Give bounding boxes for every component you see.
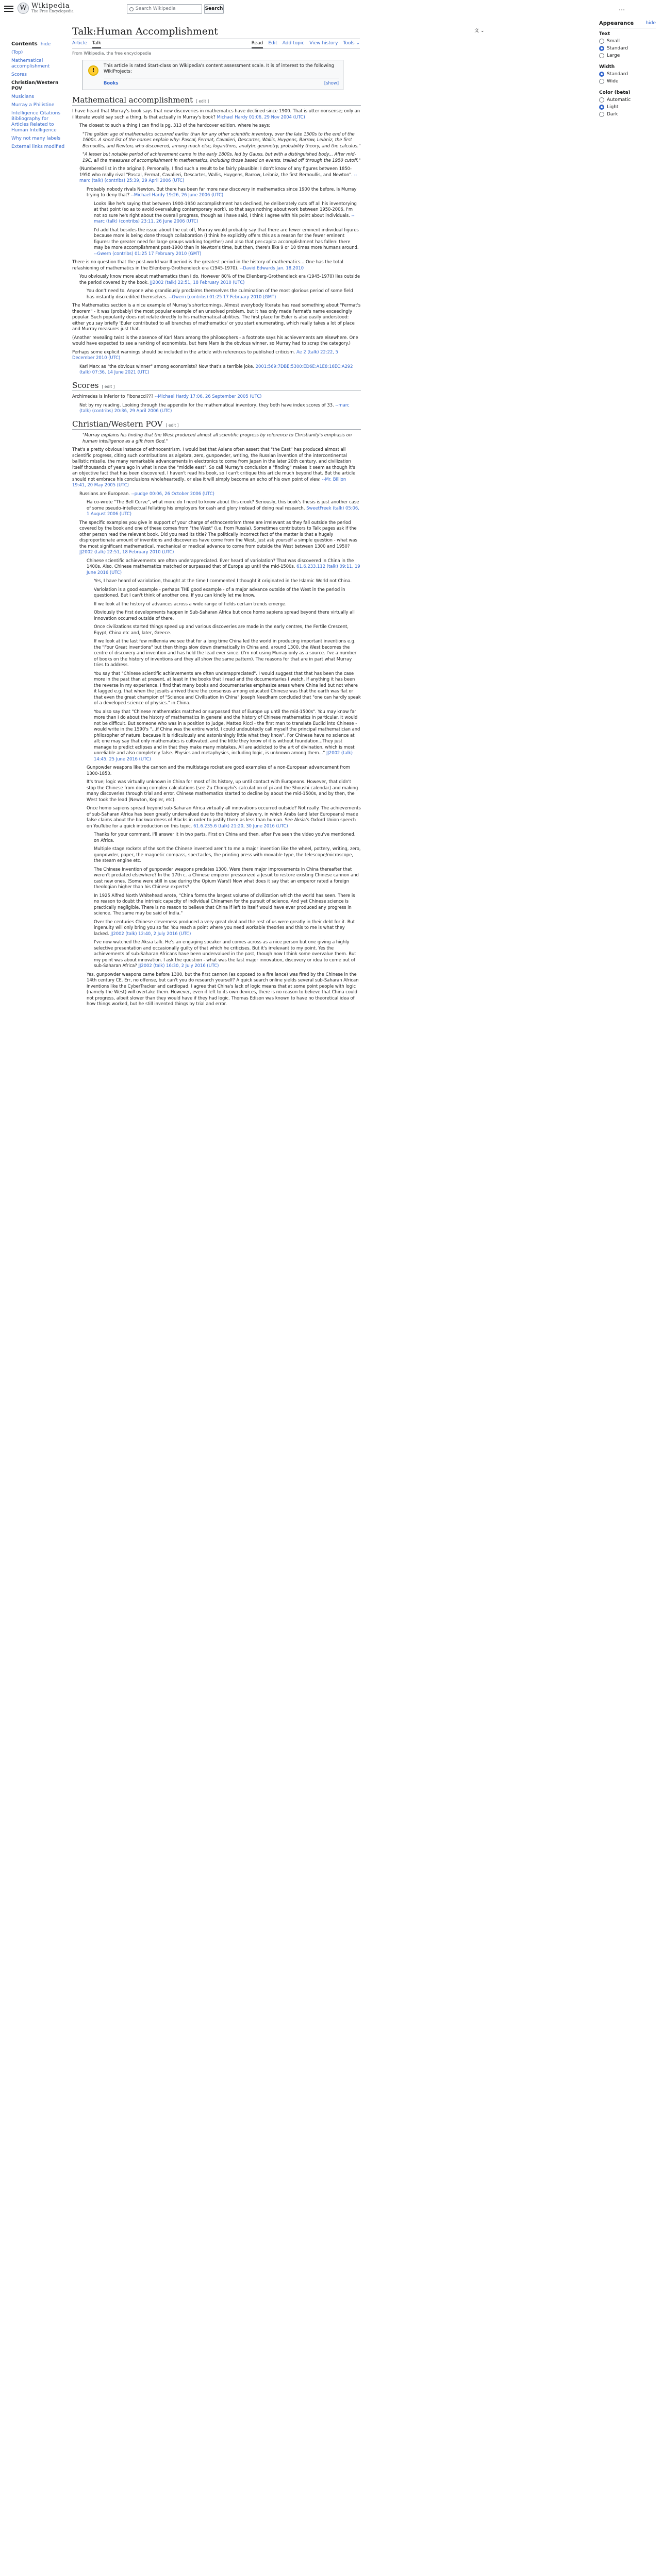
comment-text: There is no question that the post-world war II period is the greatest period in the history of mathematics... One has the total refashioning of mathematics in the Eilenberg-Grothendieck era (1945-1970). [72, 259, 343, 270]
logo-wordmark: Wikipedia [31, 2, 70, 10]
wikipedia-logo[interactable] [18, 3, 74, 14]
comment-signature[interactable]: --Michael Hardy 19:26, 26 June 2006 (UTC) [130, 192, 224, 197]
books-project-link[interactable]: Books [104, 80, 119, 86]
radio-button[interactable] [599, 39, 604, 44]
comment [82, 131, 361, 149]
comment [72, 302, 361, 332]
option-label: Standard [607, 46, 628, 51]
comment [87, 765, 361, 776]
comment [82, 151, 361, 163]
comment-text: Chinese scientific achievements are often underappreciated. Ever heard of variolation? That was discovered in China in the 1400s. Also, Chinese mathematics matched or surpassed that of Europe up until the mid-1500s. [87, 557, 354, 569]
comment [94, 601, 361, 607]
comment-signature[interactable]: Ae 2 (talk) 22:22, 5 December 2010 (UTC) [72, 349, 338, 360]
comment [94, 624, 361, 636]
comment [94, 638, 361, 668]
comment [87, 805, 361, 829]
main-content [72, 21, 598, 1010]
table-of-contents [11, 41, 67, 152]
comment-signature[interactable]: --marc (talk) (contribs) 20:36, 29 April 2006 (UTC) [79, 402, 350, 413]
comment-text: "The golden age of mathematics occurred earlier than for any other scientific inventory, over the late 1500s to the end of the 1600s. A short list of the names explain why: Pascal, Fermat, Cavalieri, Descartes, Wallis, Huygens, Barrow, Leibniz, the first Bernoullis, and Newton, who discovered, among much else, logarithms, analytic geometry, probability theory, and the calculus." [82, 131, 361, 148]
toc-heading [11, 41, 67, 47]
tab-4[interactable]: Tools ⌄ [343, 41, 360, 46]
appearance-option[interactable] [599, 79, 656, 84]
banner-text: This article is rated Start-class on Wikipedia's content assessment scale. It is of interest to the following WikiProjects: [104, 63, 334, 74]
comment-signature[interactable]: --David Edwards Jan. 18,2010 [240, 265, 304, 270]
toc-item[interactable]: Musicians [11, 94, 35, 99]
comment-text: Gunpowder weapons like the cannon and the multistage rocket are good examples of a non-European advancement from 1300-1850. [87, 765, 350, 776]
comment-text: The Chinese invention of gunpowder weapons predates 1300. Were there major improvements in China thereafter that weren't predated elsewhere? In the 17th c. a Chinese emperor pressurized a Jesuit to restore existing Chinese cannon and cast new ones. (Some were still in use during the Opium Wars!) Now what does it say that an emperor rated a foreign theologian higher than his Chinese experts? [94, 866, 359, 889]
globe-icon: W [18, 3, 29, 14]
comment [87, 558, 361, 576]
comment [79, 274, 361, 285]
toc-item[interactable]: Christian/Western POV [11, 80, 59, 91]
option-label: Small [607, 39, 620, 44]
appearance-group [599, 64, 656, 84]
comment-signature[interactable]: JJ2002 (talk) 16:30, 2 July 2016 (UTC) [138, 963, 219, 968]
appearance-group [599, 90, 656, 117]
search-button[interactable]: Search [204, 4, 224, 14]
comment-text: (Another revealing twist is the absence of Karl Marx among the philosophers - a footnote says his achievements are elsewhere. One would have expected to see a ranking of economists, but here Marx is the obvious winner, so Murray had to scrap the category.) [72, 334, 358, 346]
tab-2[interactable]: Add topic [282, 41, 305, 46]
appearance-option[interactable] [599, 97, 656, 103]
option-label: Wide [607, 79, 619, 84]
comment-signature[interactable]: --marc (talk) (contribs) 23:11, 26 June 2006 (UTC) [94, 212, 355, 224]
section-edit-link[interactable]: [ edit ] [196, 98, 209, 104]
radio-button[interactable] [599, 53, 604, 58]
comment [94, 832, 361, 843]
appearance-group-label: Text [599, 31, 610, 37]
comment-text: It's true; logic was virtually unknown in China for most of its history, up until contact with Europeans. However, that didn't stop the Chinese from doing complex calculations (see Zu Chongzhi's calculation of pi and the Shoushi calendar) and making many discoveries through trial and error. Chinese mathematics started to decline by about the mid-1500s, and by then, the West took the lead (Newton, Kepler, etc). [87, 779, 358, 802]
comment [94, 893, 361, 917]
comment [72, 335, 361, 347]
toc-item[interactable]: (Top) [11, 50, 23, 55]
comment-text: The closest to such a thing I can find is pg. 313 of the hardcover edition, where he says: [79, 123, 271, 128]
comment-signature[interactable]: 61.6.235.6 (talk) 21:20, 30 June 2016 (UTC) [193, 823, 288, 828]
comment-text: Perhaps some explicit warnings should be included in the article with references to published criticism. [72, 349, 295, 354]
comment-text: The Mathematics section is a nice example of Murray's shortcomings. Almost everybody literate has read something about "Fermat's theorem" - it was (probably) the most popular example of an unsolved problem, but it has only made Fermat's name exceedingly popular. Such popularity does not relate directly to his mathematical abilities. The first place for Euler is also easily understood: either you say briefly 'Euler contributed to all branches of mathematics' or you start enumerating, which really takes a lot of place and Murray measures just that. [72, 302, 361, 331]
comment-signature[interactable]: --Gwern (contribs) 01:25 17 February 2010 (GMT) [94, 250, 202, 256]
toc-item[interactable]: Why not many labels [11, 136, 61, 141]
radio-button[interactable] [599, 97, 604, 103]
toc-item[interactable]: Mathematical accomplishment [11, 58, 50, 69]
radio-button[interactable] [599, 105, 604, 110]
toc-item[interactable]: Intelligence Citations Bibliography for Articles Related to Human Intelligence [11, 111, 60, 133]
top-bar [0, 0, 662, 20]
comment-text: Yes, gunpowder weapons came before 1300, but the first cannon (as opposed to a fire lance) was fired by the Chinese in the 14th century CE. Err, no offense, but can't you do research yourself? A quick search online yields several sub-Saharan African inventions like the CyberTracker and cardiopad. I agree that China's lack of logic means that at some point people with logic (namely the West) will overtake them. However, even if left to its own devices, there is no reason to believe that China could not progress, albeit slower than they would have if they had logic. Thomas Edison was known to have no theoretical idea of how things worked, but he still invented things by trial and error. [87, 971, 359, 1006]
comment [79, 491, 361, 497]
comment-text: Looks like he's saying that between 1900-1950 accomplishment has declined, he deliberately cuts off all his inventorying at that point (so as to avoid overvaluing contemporary work), so that says nothing about work between 1950-2006. I'm not so sure he's right about the overall progress, though as I have said, I think I agree with his point about individuals. [94, 200, 357, 218]
comment-text: Once homo sapiens spread beyond sub-Saharan Africa virtually all innovations occurred outside? Not really. The achievements of sub-Saharan Africa has been greatly undervalued due to the history of slavery, in which Arabs (and later Europeans) made false claims about the backwardness of Blacks in order to justify them as less than human. See Aksia's Oxford Union speech on YouTube for a quick introduction on this topic. [87, 805, 361, 828]
tab-1[interactable]: Edit [268, 41, 277, 46]
appearance-group-label: Width [599, 64, 615, 70]
comment-signature[interactable]: JJ2002 (talk) 22:51, 18 February 2010 (UTC) [79, 549, 174, 554]
section-title: Mathematical accomplishment [72, 95, 193, 105]
comment-text: You obviously know more about mathematics than I do. However 80% of the Eilenberg-Grothendieck era (1945-1970) lies outside the period covered by the book. [79, 274, 360, 285]
comment [87, 499, 361, 517]
comment [94, 867, 361, 890]
comment-text: You don't need to. Anyone who grandiously proclaims themselves the culmination of the most glorious period of some field has instantly discredited themselves. [87, 288, 353, 299]
appearance-title: Appearance [599, 21, 634, 26]
comment [79, 166, 361, 184]
comment-text: Over the centuries Chinese cleverness produced a very great deal and the rest of us were greatly in their debt for it. But ingenuity will only bring you so far. You reach a point where you need workable theories and this to me is what they lacked. [94, 919, 355, 936]
comment [87, 288, 361, 300]
comment-text: Ha co-wrote "The Bell Curve", what more do I need to know about this crook? Seriously, this book's thesis is just another case of some pseudo-intellectual fellating his employers for cash and glory instead of doing real research. [87, 499, 359, 511]
main-menu-button[interactable] [4, 4, 13, 13]
tab-article[interactable]: Article [72, 41, 87, 46]
tab-talk[interactable]: Talk [92, 41, 101, 48]
comment [72, 259, 361, 271]
comment [82, 432, 361, 444]
comment-text: I've now watched the Aksia talk. He's an engaging speaker and comes across as a nice person but one giving a highly selective presentation and occasionally guilty of that which he criticises. But it's irrelevant to my point. Yes the achievements of sub-Saharan Africans have been undervalued in the past, though now I think some overvalue them. But my point was about innovation. I ask the question - what was the last major innovation, discovery or idea to come out of sub-Saharan Africa? [94, 939, 356, 968]
comment [94, 671, 361, 706]
toc-list [11, 50, 67, 150]
comment [94, 587, 361, 599]
comment-text: Archimedes is inferior to Fibonacci??? [72, 394, 154, 399]
comment-text: That's a pretty obvious instance of ethnocentrism. I would bet that Asians often assert that "the East" has produced almost all scientific progress, citing such contributions as algebra, zero, gunpowder, writing, the Russian invention of the intercontinental ballistic missile, the many remarkable advancements in electronics to come from Japan in the later 20th century, and civilization itself thousands of years ago in what is now the "middle east". So call Murray's conclusion a "finding" makes it seem as though it's an objective fact that has been discovered. I haven't read his book, so I can't critique this article much beyond that. But the article should not embrace his conclusions wholeheartedly, or else it will simply become an echo of his own point of view. [72, 447, 356, 482]
comment-text: Thanks for your comment. I'll answer it in two parts. First on China and then, after I've seen the video you've mentioned, on Africa. [94, 832, 356, 843]
appearance-group-label: Color (beta) [599, 90, 631, 95]
comment [87, 187, 361, 198]
search-placeholder: Search Wikipedia [136, 6, 176, 11]
comment-signature[interactable]: --Mr. Billion 19:41, 20 May 2005 (UTC) [72, 476, 346, 487]
banner-show-button[interactable]: [show] [324, 80, 339, 86]
search-input[interactable] [127, 4, 202, 14]
option-label: Standard [607, 72, 628, 77]
comment-text: If we look at the last few millennia we see that for a long time China led the world in producing important inventions e.g. the "Four Great Inventions" but then things slow down dramatically in China and, around 1300, the West becomes the centre of discovery and invention and has held the lead ever since. (I'm not using Murray only as a source. I've a number of books on the history of inventions and they all show the same pattern). The reasons for that are in part what Murray tries to address. [94, 638, 357, 667]
comment [79, 520, 361, 555]
comment-signature[interactable]: SweetFreek (talk) 05:06, 1 August 2006 (UTC) [87, 505, 359, 516]
comment [72, 447, 361, 488]
comment-signature[interactable]: JJ2002 (talk) 12:40, 2 July 2016 (UTC) [110, 930, 191, 936]
comment [94, 939, 361, 969]
radio-button[interactable] [599, 72, 604, 77]
appearance-option[interactable] [599, 112, 656, 117]
comment-signature[interactable]: --pudge 00:06, 26 October 2006 (UTC) [131, 490, 214, 496]
comment [94, 227, 361, 257]
page-tabs [72, 41, 360, 49]
language-button[interactable]: 文 ⌄ [474, 28, 485, 33]
more-icon[interactable]: ⋯ [619, 6, 625, 13]
section-heading [72, 380, 361, 392]
comment-signature[interactable]: 61.6.233.112 (talk) 09:11, 19 June 2016 (UTC) [87, 564, 360, 575]
comment-text: I have heard that Murray's book says that new discoveries in mathematics have declined since 1900. That is utter nonsense; only an illiterate would say such a thing. Is that actually in Murray's book? [72, 108, 360, 120]
comment-signature[interactable]: JJ2002 (talk) 22:51, 18 February 2010 (UTC) [150, 279, 245, 285]
comment [94, 578, 361, 584]
appearance-option[interactable] [599, 72, 656, 77]
view-tabs [252, 41, 360, 48]
user-tools[interactable] [619, 6, 625, 13]
comment-signature[interactable]: JJ2002 (talk) 14:45, 25 June 2016 (UTC) [94, 750, 353, 761]
comment-signature[interactable]: --Michael Hardy 17:06, 26 September 2005 (UTC) [155, 394, 262, 399]
site-tagline: From Wikipedia, the free encyclopedia [72, 51, 152, 56]
tab-0[interactable]: Read [252, 41, 263, 48]
section-heading [72, 97, 361, 106]
comment [94, 201, 361, 225]
comment [79, 123, 361, 129]
comment-text: Karl Marx as "the obvious winner" among economists? Now that's a terrible joke. [79, 363, 255, 369]
namespace-tabs [72, 41, 101, 48]
discussion-sections [72, 97, 361, 1007]
comment [94, 846, 361, 864]
toc-item[interactable]: Murray a Philistine [11, 103, 55, 108]
comment-text: Russians are European. [79, 490, 130, 496]
tab-3[interactable]: View history [309, 41, 338, 46]
comment-text: Multiple stage rockets of the sort the Chinese invented aren't to me a major invention like the wheel, pottery, writing, zero, gunpowder, paper, the magnetic compass, spectacles, the printing press with movable type, the telescope/microscope, the steam engine etc. [94, 846, 361, 863]
radio-button[interactable] [599, 46, 604, 51]
comment [79, 364, 361, 376]
option-label: Large [607, 53, 620, 58]
comment-text: Obviously the first developments happen in Sub-Saharan Africa but once homo sapiens spread beyond there virtually all innovation occurred outside of there. [94, 609, 355, 621]
rating-icon: ! [88, 65, 98, 76]
wikiproject-banner [82, 60, 343, 90]
comment-text: (Numbered list in the original). Personally, I find such a result to be fairly plausible: I don't know of any figures between 1850-1950 who really rival "Pascal, Fermat, Cavalieri, Descartes, Wallis, Huygens, Barrow, Leibniz, the first Bernoullis, and Newton". [79, 166, 353, 177]
comment-text: The specific examples you give in support of your charge of ethnocentrism three are irrelevant as they fall outside the period covered by the book and one of these comes from "the West" (i.e. from Russia). Sometimes contributors to Talk pages ask if the other person read the relevant book. Did you read its title? The politically incorrect fact of the matter is that a hugely disproportionate amount of inventions and discoveries have come from the West. Just ask yourself a simple question - what was the most significant mathematical, mechanical or medical advance to come from outside the West between 1300 and 1950? [79, 519, 357, 549]
radio-button[interactable] [599, 79, 604, 84]
comment-signature[interactable]: --Gwern (contribs) 01:25 17 February 2010 (GMT) [169, 294, 276, 299]
appearance-group [599, 31, 656, 58]
search-icon [129, 7, 134, 11]
radio-button[interactable] [599, 112, 604, 117]
toc-title: Contents [11, 41, 38, 47]
comment-text: Probably nobody rivals Newton. But there has been far more new discovery in mathematics since 1900 the before. Is Murray trying to deny that? [87, 186, 357, 197]
appearance-option[interactable] [599, 53, 656, 58]
comment-text: Once civilizations started things speed up and various discoveries are made in the early centres, the Fertile Crescent, Egypt, China etc and, later, Greece. [94, 624, 349, 635]
option-label: Automatic [607, 97, 631, 103]
appearance-panel [599, 21, 656, 123]
comment [72, 349, 361, 361]
logo-subtitle: The Free Encyclopedia [31, 9, 74, 13]
comment-text: I'd add that besides the issue about the cut off, Murray would probably say that there are fewer eminent individual figures because more is being done through collaboration (I think he explicitly offers this as a reason for the fewer eminent figures: the greater need for large groups working together) and also that per-capita accomplishment has fallen: there may be more accomplishment post-1900 than in Newton's time, but then, there's like 9 or 10 times more humans around. [94, 227, 359, 250]
comment-text: Variolation is a good example - perhaps THE good example - of a major advance outside of the West in the period in questioned. But I can't think of another one. If you can kindly let me know. [94, 586, 345, 598]
comment [94, 919, 361, 937]
appearance-option[interactable] [599, 39, 656, 44]
comment-text: Not by my reading. Looking through the appendix for the mathematical inventory, they both have index scores of 33. [79, 402, 334, 408]
section-edit-link[interactable]: [ edit ] [166, 422, 179, 428]
comment-text: You also say that "Chinese mathematics matched or surpassed that of Europe up until the mid-1500s". You may know far more than I do about the history of mathematics in general and the history of Chinese mathematics in particular. It would not be difficult. But someone who was in a position to judge, Matteo Ricci - the first man to translate Euclid into Chinese - would write in the 1590's "...if China was the entire world, I could undoubtedly call myself the principal mathematician and philosopher of nature, because it is ridiculously and astonishingly little what they know". For Chinese have no science at all; one may say that only mathematics is cultivated, and the little they know of it is without foundation...They just manage to predict eclipses and in that they make many mistakes. All are addicted to the art of divination, which is most unreliable and also completely false. Physics and metaphysics, including logic, is unknown among them..." [94, 708, 360, 755]
comment-text: Yes, I have heard of variolation, thought at the time I commented I thought it originated in the Islamic World not China. [94, 578, 352, 583]
comment [87, 972, 361, 1007]
comment-text: "A lesser but notable period of achievement came in the early 1800s, led by Gauss, but with a distinguished body... After mid-19C, all the measures of accomplishment in mathematics, including those based on events, trailed off through the 1950 cutoff." [82, 151, 361, 163]
section-heading [72, 421, 361, 430]
banner-project-row [104, 78, 339, 87]
appearance-hide-button[interactable]: hide [646, 21, 656, 26]
toc-item[interactable]: Scores [11, 72, 27, 77]
comment [94, 709, 361, 762]
comment-text: In 1925 Alfred North Whitehead wrote, "China forms the largest volume of civilization which the world has seen. There is no reason to doubt the intrinsic capacity of individual Chinamen for the pursuit of science. And yet Chinese science is practically negligible. There is no reason to believe that China if left to itself would have ever produced any progress in science. The same may be said of India." [94, 892, 355, 916]
comment [79, 402, 361, 414]
comment-signature[interactable]: Michael Hardy 01:06, 29 Nov 2004 (UTC) [217, 114, 305, 120]
comment [72, 394, 361, 400]
toc-item[interactable]: External links modified [11, 144, 65, 149]
talk-content [72, 60, 361, 1007]
option-label: Light [607, 105, 619, 110]
comment [87, 779, 361, 803]
toc-hide-button[interactable]: hide [40, 42, 51, 47]
appearance-option[interactable] [599, 105, 656, 110]
appearance-groups [599, 31, 656, 117]
comment-signature[interactable]: --marc (talk) (contribs) 25:39, 29 April 2006 (UTC) [79, 172, 357, 183]
appearance-header [599, 21, 656, 28]
comment-text: You say that "Chinese scientific achievements are often underappreciated". I would suggest that that has been the case more in the past than at present, at least in the books that I read and the documentaries I watch. If anything it has been the reverse in my experience. I find that many books and documentaries emphasize areas where China led but not where it lagged e.g. that when the Jesuits arrived there the consensus among educated Chinese was that the earth was flat or that even the great champion of "Science and Civilisation in China" Joseph Needham concluded that "one can hardly speak of a developed science of physics." in China. [94, 670, 361, 705]
comment [94, 609, 361, 621]
page-title: Talk:Human Accomplishment [72, 21, 360, 39]
section-title: Christian/Western POV [72, 419, 163, 429]
appearance-option[interactable] [599, 46, 656, 51]
option-label: Dark [607, 112, 618, 117]
section-title: Scores [72, 380, 99, 390]
section-edit-link[interactable]: [ edit ] [102, 384, 115, 389]
comment-signature[interactable]: 2001:569:7DBE:5300:ED6E:A1E8:16EC:A292 (talk) 07:36, 14 June 2021 (UTC) [79, 363, 353, 375]
comment-text: If we look at the history of advances across a wide range of fields certain trends emerge. [94, 601, 287, 606]
comment-text: "Murray explains his finding that the West produced almost all scientific progress by reference to Christianity's emphasis on human intelligence as a gift from God." [82, 432, 352, 444]
comment [72, 108, 361, 120]
